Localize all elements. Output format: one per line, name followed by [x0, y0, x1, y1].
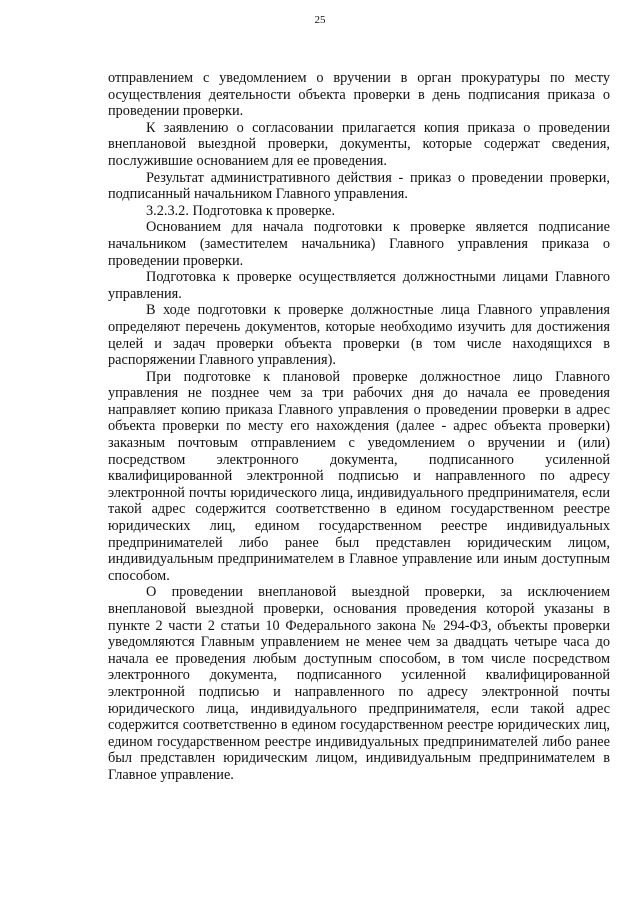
paragraph-preparation: Подготовка к проверке осуществляется должностными лицами Главного управления.	[108, 269, 610, 302]
paragraph-result: Результат административного действия - приказ о проведении проверки, подписанный начальником Главного управления.	[108, 169, 610, 203]
page-number: 25	[314, 14, 326, 26]
paragraph-document-list: В ходе подготовки к проверке должностные лица Главного управления определяют перечень документов, которые необходимо изучить для достижения целей и задач проверки объекта проверки (в том числе находящихся в распоряжении Главного управления).	[108, 302, 610, 369]
paragraph-continuation: отправлением с уведомлением о вручении в орган прокуратуры по месту осуществления деятельности объекта проверки в день подписания приказа о проведении проверки.	[108, 70, 610, 120]
paragraph-unscheduled-inspection: О проведении внеплановой выездной проверки, за исключением внеплановой выездной проверки, основания проведения которой указаны в пункте 2 части 2 статьи 10 Федерального закона № 294-ФЗ, объекты проверки уведомляются Главным управлением не менее чем за двадцать четыре часа до начала ее проведения любым доступным способом, в том числе посредством электронного документа, подписанного усиленной квалифицированной электронной подписью и направленного по адресу электронной почты юридического лица, индивидуального предпринимателя, если такой адрес содержится соответственно в едином государственном реестре юридических лиц, едином государственном реестре индивидуальных предпринимателей либо ранее был представлен юридическим лицом, индивидуальным предпринимателем в Главное управление.	[108, 584, 610, 783]
paragraph-basis: Основанием для начала подготовки к проверке является подписание начальником (заместителем начальника) Главного управления приказа о проведении проверки.	[108, 219, 610, 269]
paragraph-planned-inspection: При подготовке к плановой проверке должностное лицо Главного управления не позднее чем за три рабочих дня до начала ее проведения направляет копию приказа Главного управления о проведении проверки в адрес объекта проверки по месту его нахождения (далее - адрес объекта проверки) заказным почтовым отправлением с уведомлением о вручении и (или) посредством электронного документа, подписанного усиленной квалифицированной электронной подписью и направленного по адресу электронной почты юридического лица, индивидуального предпринимателя, если такой адрес содержится соответственно в едином государственном реестре юридических лиц, едином государственном реестре индивидуальных предпринимателей либо ранее был представлен юридическим лицом, индивидуальным предпринимателем в Главное управление или иным доступным способом.	[108, 368, 610, 584]
paragraph-attachment: К заявлению о согласовании прилагается копия приказа о проведении внеплановой выездной проверки, документы, которые содержат сведения, послужившие основанием для ее проведения.	[108, 119, 610, 169]
document-body	[108, 70, 610, 784]
section-heading: 3.2.3.2. Подготовка к проверке.	[146, 202, 336, 219]
